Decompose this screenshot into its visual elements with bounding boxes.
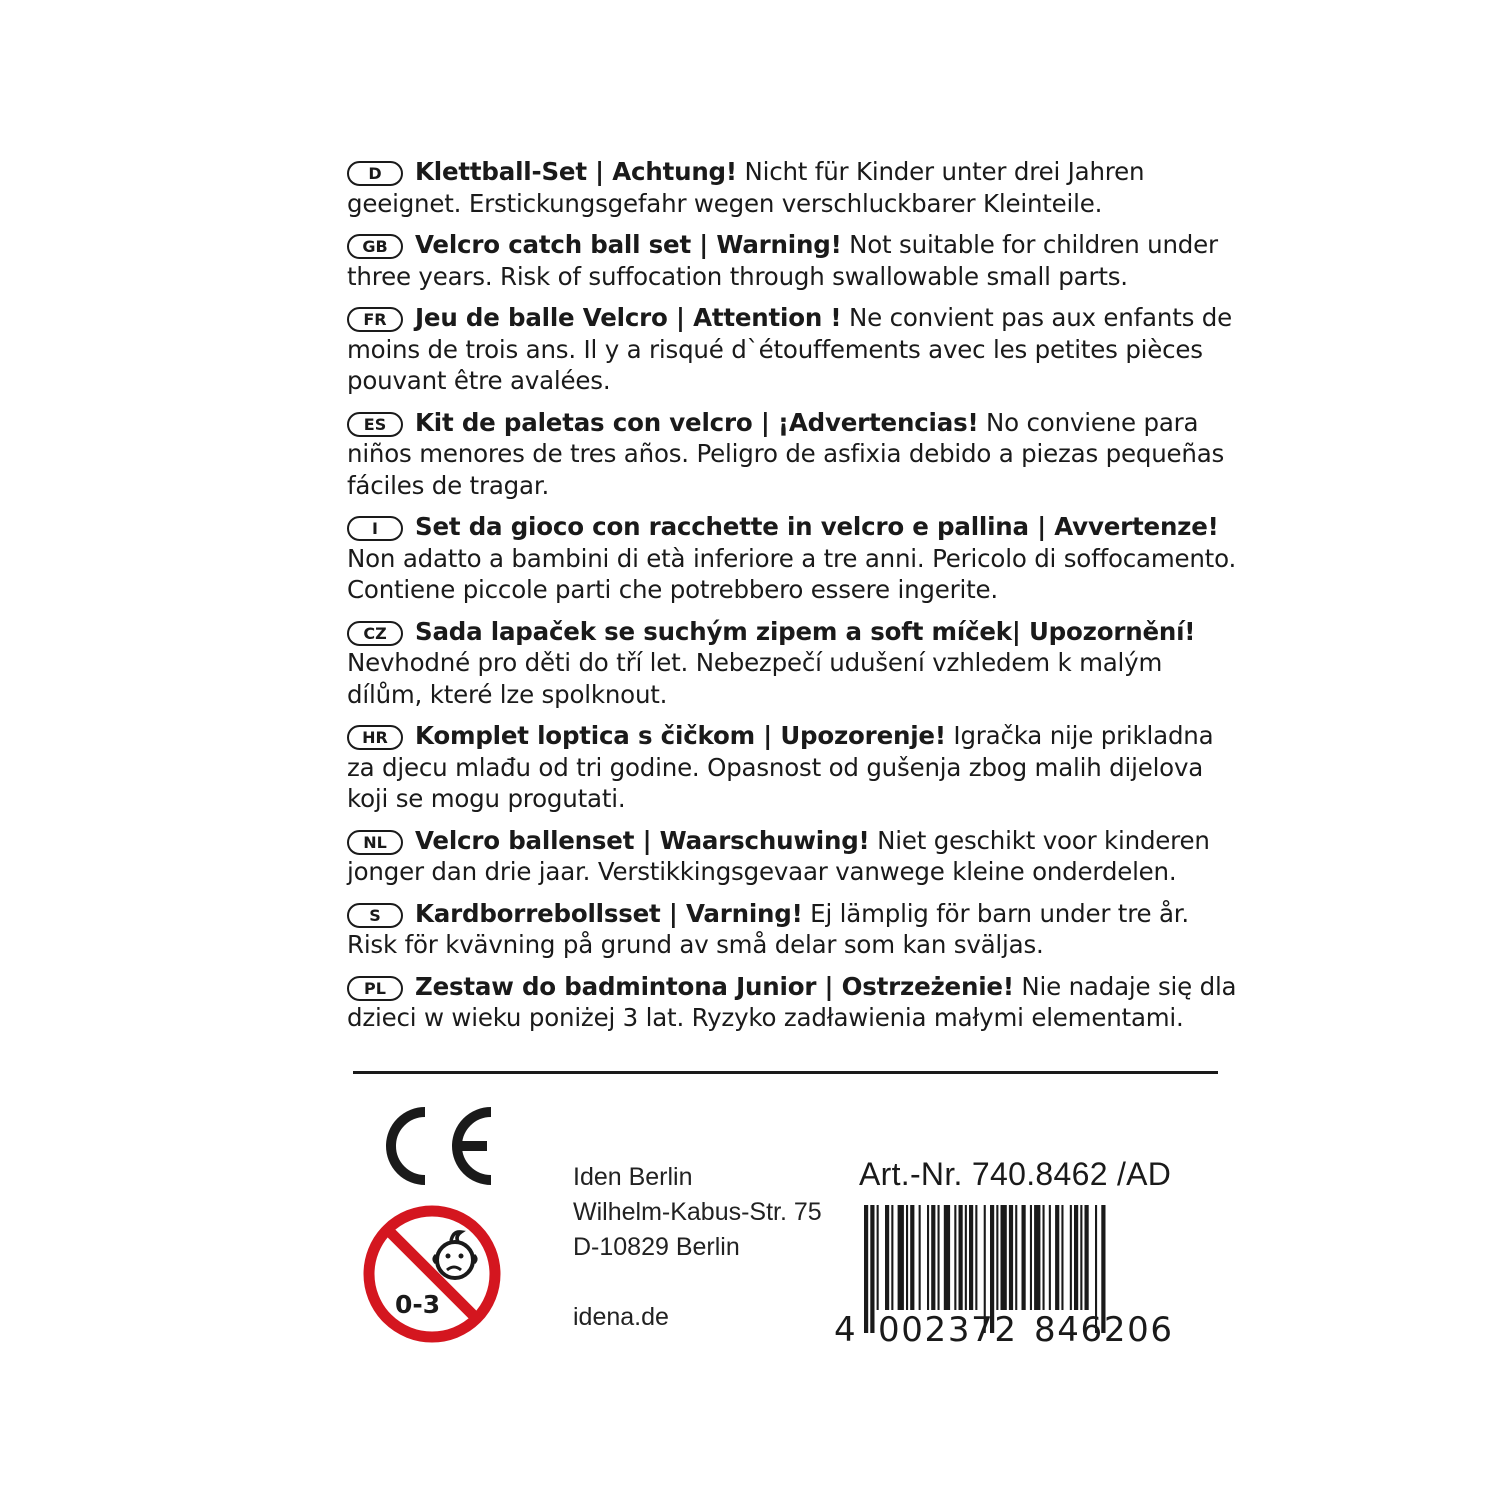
- barcode-bar: [1085, 1205, 1089, 1310]
- warning-title: Jeu de balle Velcro | Attention !: [415, 303, 842, 332]
- country-badge: NL: [347, 830, 403, 855]
- city: D-10829 Berlin: [573, 1233, 740, 1261]
- warning-text: Ne convient pas aux enfants de moins de trois ans. Il y a risqué d`étouffements avec les petites pièces pouvant être avalées.: [347, 303, 1232, 395]
- warning-text: Niet geschikt voor kinderen jonger dan drie jaar. Verstikkingsgevaar vanwege kleine onderdelen.: [347, 825, 1210, 886]
- barcode-bar: [1049, 1205, 1051, 1310]
- warning-entry-pl: [347, 971, 1237, 1034]
- barcode-bar: [944, 1205, 950, 1310]
- warning-text: Nie nadaje się dla dzieci w wieku poniżej 3 lat. Ryzyko zadławienia małymi elementami.: [347, 971, 1237, 1032]
- warning-text: Not suitable for children under three years. Risk of suffocation through swallowable small parts.: [347, 230, 1218, 291]
- barcode-bar: [1074, 1205, 1078, 1310]
- warning-entry-s: [347, 898, 1237, 961]
- barcode-bar: [877, 1205, 879, 1310]
- ean-left-group: 002372: [878, 1310, 1016, 1345]
- warning-entry-es: [347, 407, 1237, 502]
- barcode-bar: [891, 1205, 893, 1310]
- barcode-bar: [965, 1205, 967, 1310]
- country-badge: HR: [347, 725, 403, 750]
- barcode-bar: [927, 1205, 929, 1310]
- barcode-bar: [959, 1205, 963, 1310]
- barcode-bar: [910, 1205, 914, 1310]
- barcode-bar: [870, 1205, 874, 1333]
- barcode-bar: [954, 1205, 956, 1310]
- barcode-bar: [1009, 1205, 1013, 1310]
- country-badge: D: [347, 161, 403, 186]
- ean-right-group: 846206: [1034, 1310, 1172, 1345]
- country-badge: I: [347, 516, 403, 541]
- warning-entry-fr: [347, 302, 1237, 397]
- warning-entry-cz: [347, 616, 1237, 711]
- warning-entry-hr: [347, 720, 1237, 815]
- barcode-bar: [996, 1205, 998, 1310]
- barcode-bar: [898, 1205, 904, 1310]
- barcode-bar: [931, 1205, 935, 1310]
- barcode-bar: [1080, 1205, 1082, 1310]
- barcode-bar: [906, 1205, 908, 1310]
- warning-text: Non adatto a bambini di età inferiore a tre anni. Pericolo di soffocamento. Contiene piccole parti che potrebbero essere ingerite.: [347, 543, 1237, 604]
- no-children-under-3-icon: [361, 1203, 503, 1345]
- ean-first-digit: 4: [834, 1310, 856, 1345]
- warning-entry-d: [347, 156, 1237, 219]
- barcode-bar: [1055, 1205, 1059, 1310]
- warning-title: Velcro catch ball set | Warning!: [415, 230, 842, 259]
- barcode-bar: [1001, 1205, 1007, 1310]
- barcode-bar: [1070, 1205, 1072, 1310]
- country-badge: FR: [347, 307, 403, 332]
- warning-title: Kit de paletas con velcro | ¡Advertencias!: [415, 407, 979, 437]
- barcode-bar: [1043, 1205, 1045, 1310]
- warning-title: Klettball-Set | Achtung!: [415, 157, 737, 186]
- warning-title: Komplet loptica s čičkom | Upozorenje!: [415, 721, 946, 750]
- country-badge: PL: [347, 976, 403, 1001]
- barcode-bar: [938, 1205, 940, 1310]
- warning-title: Kardborrebollsset | Varning!: [415, 898, 803, 928]
- warning-text: Ej lämplig för barn under tre år. Risk för kvävning på grund av små delar som kan sväljas.: [347, 898, 1190, 959]
- warning-entry-i: [347, 511, 1237, 606]
- barcode-bar: [969, 1205, 973, 1310]
- country-badge: CZ: [347, 621, 403, 646]
- divider-line: [353, 1071, 1218, 1074]
- barcode: [828, 1205, 1188, 1345]
- barcode-bar: [1015, 1205, 1017, 1310]
- warning-text: Igračka nije prikladna za djecu mlađu od tri godine. Opasnost od gušenja zbog malih dijelova koji se mogu progutati.: [347, 721, 1214, 813]
- warning-text: Nevhodné pro děti do tří let. Nebezpečí udušení vzhledem k malým dílům, které lze spolknout.: [347, 648, 1163, 709]
- ce-mark-icon: [373, 1103, 493, 1189]
- barcode-bar: [1022, 1205, 1026, 1310]
- age-label: 0-3: [395, 1290, 441, 1319]
- website: idena.de: [573, 1303, 669, 1331]
- warning-list: [347, 156, 1237, 1044]
- warning-title: Velcro ballenset | Waarschuwing!: [415, 825, 870, 855]
- barcode-bar: [975, 1205, 977, 1310]
- company-name: Iden Berlin: [573, 1163, 693, 1191]
- barcode-bar: [1034, 1205, 1040, 1310]
- barcode-bar: [864, 1205, 868, 1333]
- country-badge: GB: [347, 234, 403, 259]
- warning-text: No conviene para niños menores de tres años. Peligro de asfixia debido a piezas pequeñas fáciles de tragar.: [347, 407, 1225, 500]
- country-badge: S: [347, 903, 403, 928]
- manufacturer-address: [573, 1160, 822, 1335]
- warning-title: Set da gioco con racchette in velcro e pallina | Avvertenze!: [415, 512, 1219, 541]
- street: Wilhelm-Kabus-Str. 75: [573, 1198, 822, 1226]
- barcode-bar: [885, 1205, 889, 1310]
- barcode-bar: [1030, 1205, 1032, 1310]
- barcode-bar: [919, 1205, 921, 1310]
- warning-entry-gb: [347, 229, 1237, 292]
- country-badge: ES: [347, 412, 403, 437]
- article-number: Art.-Nr. 740.8462 /AD: [859, 1156, 1172, 1192]
- warning-text: Nicht für Kinder unter drei Jahren geeignet. Erstickungsgefahr wegen verschluckbarer Kleinteile.: [347, 157, 1145, 218]
- warning-title: Sada lapaček se suchým zipem a soft míček| Upozornění!: [415, 616, 1196, 646]
- warning-entry-nl: [347, 825, 1237, 888]
- barcode-bar: [1061, 1205, 1063, 1310]
- warning-title: Zestaw do badmintona Junior | Ostrzeżenie!: [415, 971, 1014, 1001]
